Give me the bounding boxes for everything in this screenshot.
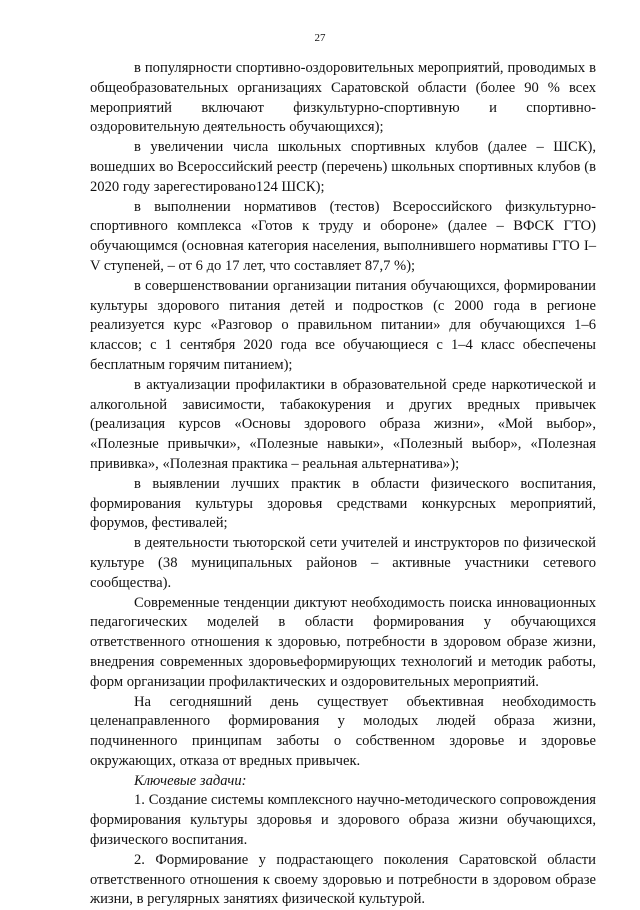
paragraph-best-practices: в выявлении лучших практик в области физического воспитания, формирования культуры здоровья средствами конкурсных мероприятий, форумов, фестивалей; <box>90 475 596 532</box>
paragraph-prevention: в актуализации профилактики в образовательной среде наркотической и алкогольной зависимости, табакокурения и других вредных привычек (реализация курсов «Основы здорового образа жизни», «Мой выбор», «Полезные привычки», «Полезные навыки», «Полезный выбор», «Полезная прививка», «Полезная практика – реальная альтернатива»); <box>90 376 596 472</box>
paragraph-tutor-network: в деятельности тьюторской сети учителей и инструкторов по физической культуре (38 муниципальных районов – активные участники сетевого сообщества). <box>90 535 596 591</box>
task-item-1: 1. Создание системы комплексного научно-методического сопровождения формирования культуры здоровья и здорового образа жизни обучающихся, физического воспитания. <box>90 792 596 849</box>
paragraph-trends: Современные тенденции диктуют необходимость поиска инновационных педагогических моделей в области формирования у обучающихся ответственного отношения к здоровью, потребности в здоровом образе жизни, внедрения современных здоровьеформирующих технологий и методик работы, форм организации профилактических и оздоровительных мероприятий. <box>90 594 596 690</box>
task-item-2: 2. Формирование у подрастающего поколения Саратовской области ответственного отношения к своему здоровью и потребности в здоровом образе жизни, в регулярных занятиях физической культурой. <box>90 851 596 908</box>
body-text <box>90 59 596 910</box>
tasks-heading: Ключевые задачи: <box>134 772 247 789</box>
paragraph-sport-events: в популярности спортивно-оздоровительных мероприятий, проводимых в общеобразовательных организациях Саратовской области (более 90 % всех мероприятий включают физкультурно-спортивную и спортивно-оздоровительную деятельность обучающихся); <box>90 60 596 136</box>
paragraph-school-clubs: в увеличении числа школьных спортивных клубов (далее – ШСК), вошедших во Всероссийский реестр (перечень) школьных спортивных клубов (в 2020 году зарегестировано124 ШСК); <box>90 139 596 195</box>
paragraph-necessity: На сегодняшний день существует объективная необходимость целенаправленного формирования у молодых людей образа жизни, подчиненного принципам заботы о собственном здоровье и здоровье окружающих, отказа от вредных привычек. <box>90 693 596 769</box>
paragraph-nutrition: в совершенствовании организации питания обучающихся, формировании культуры здорового питания детей и подростков (с 2000 года в регионе реализуется курс «Разговор о правильном питании» для обучающихся 1–6 классов; с 1 сентября 2020 года все обучающиеся с 1–4 класс обеспечены бесплатным горячим питанием); <box>90 277 596 373</box>
page-number: 27 <box>314 32 326 44</box>
paragraph-gto: в выполнении нормативов (тестов) Всероссийского физкультурно-спортивного комплекса «Готов к труду и обороне» (далее – ВФСК ГТО) обучающимся (основная категория населения, выполнившего нормативы ГТО I–V ступеней, – от 6 до 17 лет, что составляет 87,7 %); <box>90 198 596 274</box>
